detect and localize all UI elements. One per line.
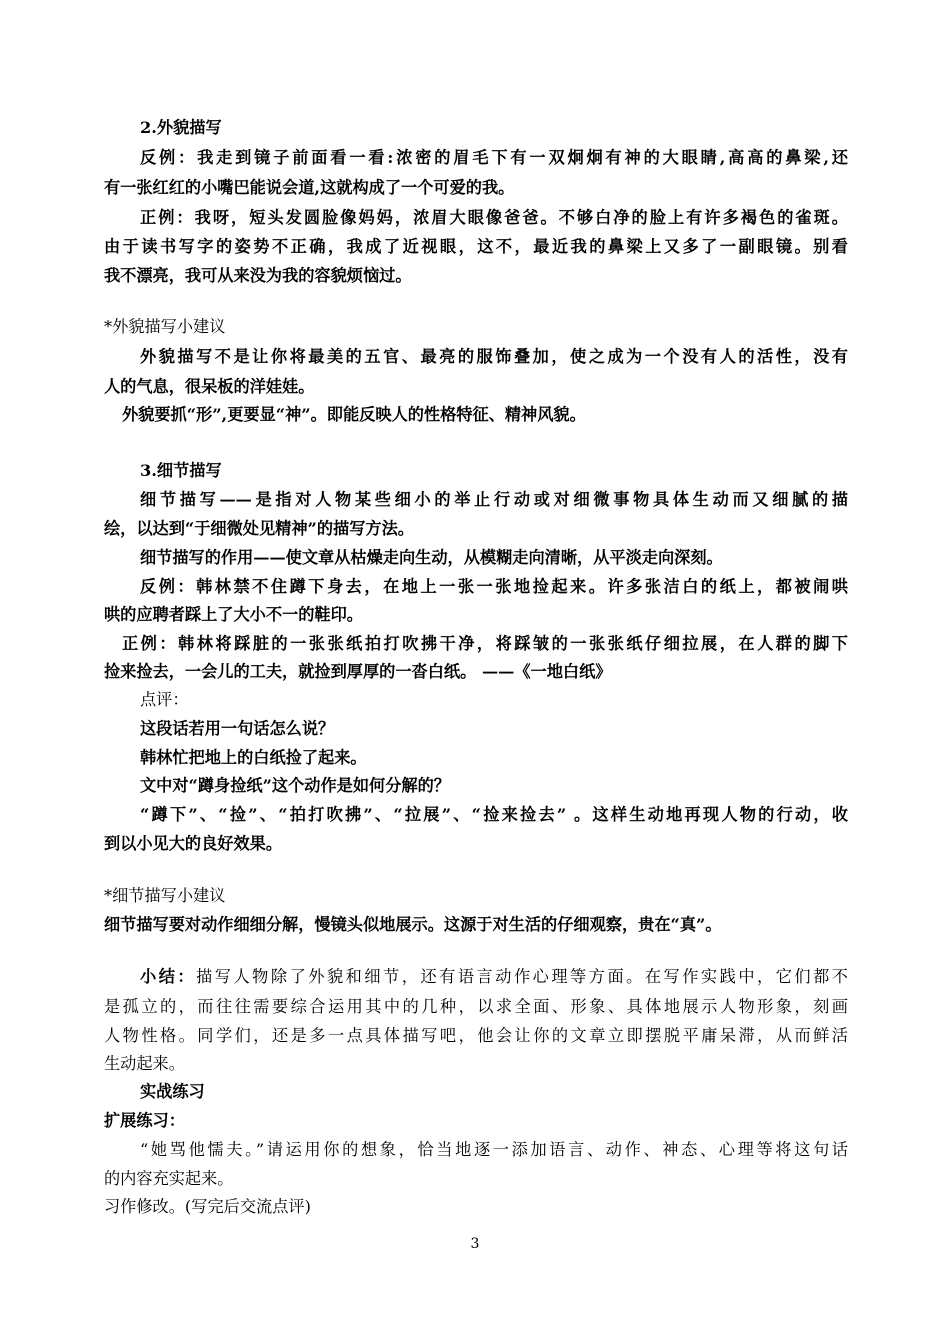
paragraph-line: 绘，以达到“于细微处见精神”的描写方法。: [104, 519, 414, 538]
paragraph-line: 生动起来。: [104, 1054, 185, 1073]
paragraph-line: 人物性格。同学们，还是多一点具体描写吧，他会让你的文章立即摆脱平庸呆滞，从而鲜活: [104, 1026, 848, 1045]
paragraph-line: 习作修改。(写完后交流点评): [104, 1197, 311, 1216]
comment-label: 点评：: [140, 690, 189, 709]
summary-text: 描写人物除了外貌和细节，还有语言动作心理等方面。在写作实践中，它们都不: [196, 967, 848, 986]
section-heading-detail: 3.细节描写: [140, 461, 222, 480]
summary-line: [140, 962, 848, 992]
paragraph-line: 外貌要抓“形”,更要显“神”。即能反映人的性格特征、精神风貌。: [122, 405, 586, 424]
paragraph-line: 细节描写要对动作细细分解，慢镜头似地展示。这源于对生活的仔细观察，贵在“真”。: [104, 915, 722, 934]
practice-heading: 实战练习: [140, 1082, 205, 1101]
paragraph-line: “蹲下”、“捡”、“拍打吹拂”、“拉展”、“捡来捡去” 。这样生动地再现人物的行动，收: [140, 805, 848, 824]
expansion-exercise-heading: 扩展练习：: [104, 1111, 185, 1130]
paragraph-line: 外貌描写不是让你将最美的五官、最亮的服饰叠加，使之成为一个没有人的活性，没有: [140, 347, 848, 366]
paragraph-line: 人的气息，很呆板的洋娃娃。: [104, 377, 315, 396]
paragraph-line: 由于读书写字的姿势不正确，我成了近视眼，这不，最近我的鼻梁上又多了一副眼镜。别看: [104, 237, 848, 256]
paragraph-line: 细节描写的作用——使文章从枯燥走向生动，从模糊走向清晰，从平淡走向深刻。: [140, 548, 723, 567]
paragraph-line: 文中对“蹲身捡纸”这个动作是如何分解的？: [140, 776, 450, 795]
paragraph-line: 到以小见大的良好效果。: [104, 834, 283, 853]
paragraph-line: 是孤立的，而往往需要综合运用其中的几种，以求全面、形象、具体地展示人物形象，刻画: [104, 997, 848, 1016]
paragraph-line: 的内容充实起来。: [104, 1169, 234, 1188]
paragraph-line: 反例：韩林禁不住蹲下身去，在地上一张一张地捡起来。许多张洁白的纸上，都被闹哄: [140, 577, 848, 596]
tip-heading-appearance: *外貌描写小建议: [104, 317, 226, 336]
paragraph-line: 正例：我呀，短头发圆脸像妈妈，浓眉大眼像爸爸。不够白净的脸上有许多褐色的雀斑。: [140, 208, 848, 227]
paragraph-line: 细节描写——是指对人物某些细小的举止行动或对细微事物具体生动而又细腻的描: [140, 490, 848, 509]
paragraph-line: 捡来捡去，一会儿的工夫，就捡到厚厚的一沓白纸。 ——《一地白纸》: [104, 662, 612, 681]
section-heading-appearance: 2.外貌描写: [140, 118, 222, 137]
paragraph-line: “她骂他懦夫。”请运用你的想象，恰当地逐一添加语言、动作、神态、心理等将这句话: [140, 1140, 848, 1159]
paragraph-line: 反例：我走到镜子前面看一看:浓密的眉毛下有一双炯炯有神的大眼睛,高高的鼻梁,还: [140, 148, 848, 167]
paragraph-line: 我不漂亮，我可从来没为我的容貌烦恼过。: [104, 266, 412, 285]
page-number: 3: [470, 1236, 480, 1252]
summary-label: 小结：: [140, 967, 197, 986]
paragraph-line: 正例：韩林将踩脏的一张张纸拍打吹拂干净，将踩皱的一张张纸仔细拉展，在人群的脚下: [122, 634, 848, 653]
paragraph-line: 韩林忙把地上的白纸捡了起来。: [140, 748, 367, 767]
paragraph-line: 哄的应聘者踩上了大小不一的鞋印。: [104, 605, 363, 624]
tip-heading-detail: *细节描写小建议: [104, 886, 226, 905]
paragraph-line: 这段话若用一句话怎么说？: [140, 719, 335, 738]
paragraph-line: 有一张红红的小嘴巴能说会道,这就构成了一个可爱的我。: [104, 178, 515, 197]
